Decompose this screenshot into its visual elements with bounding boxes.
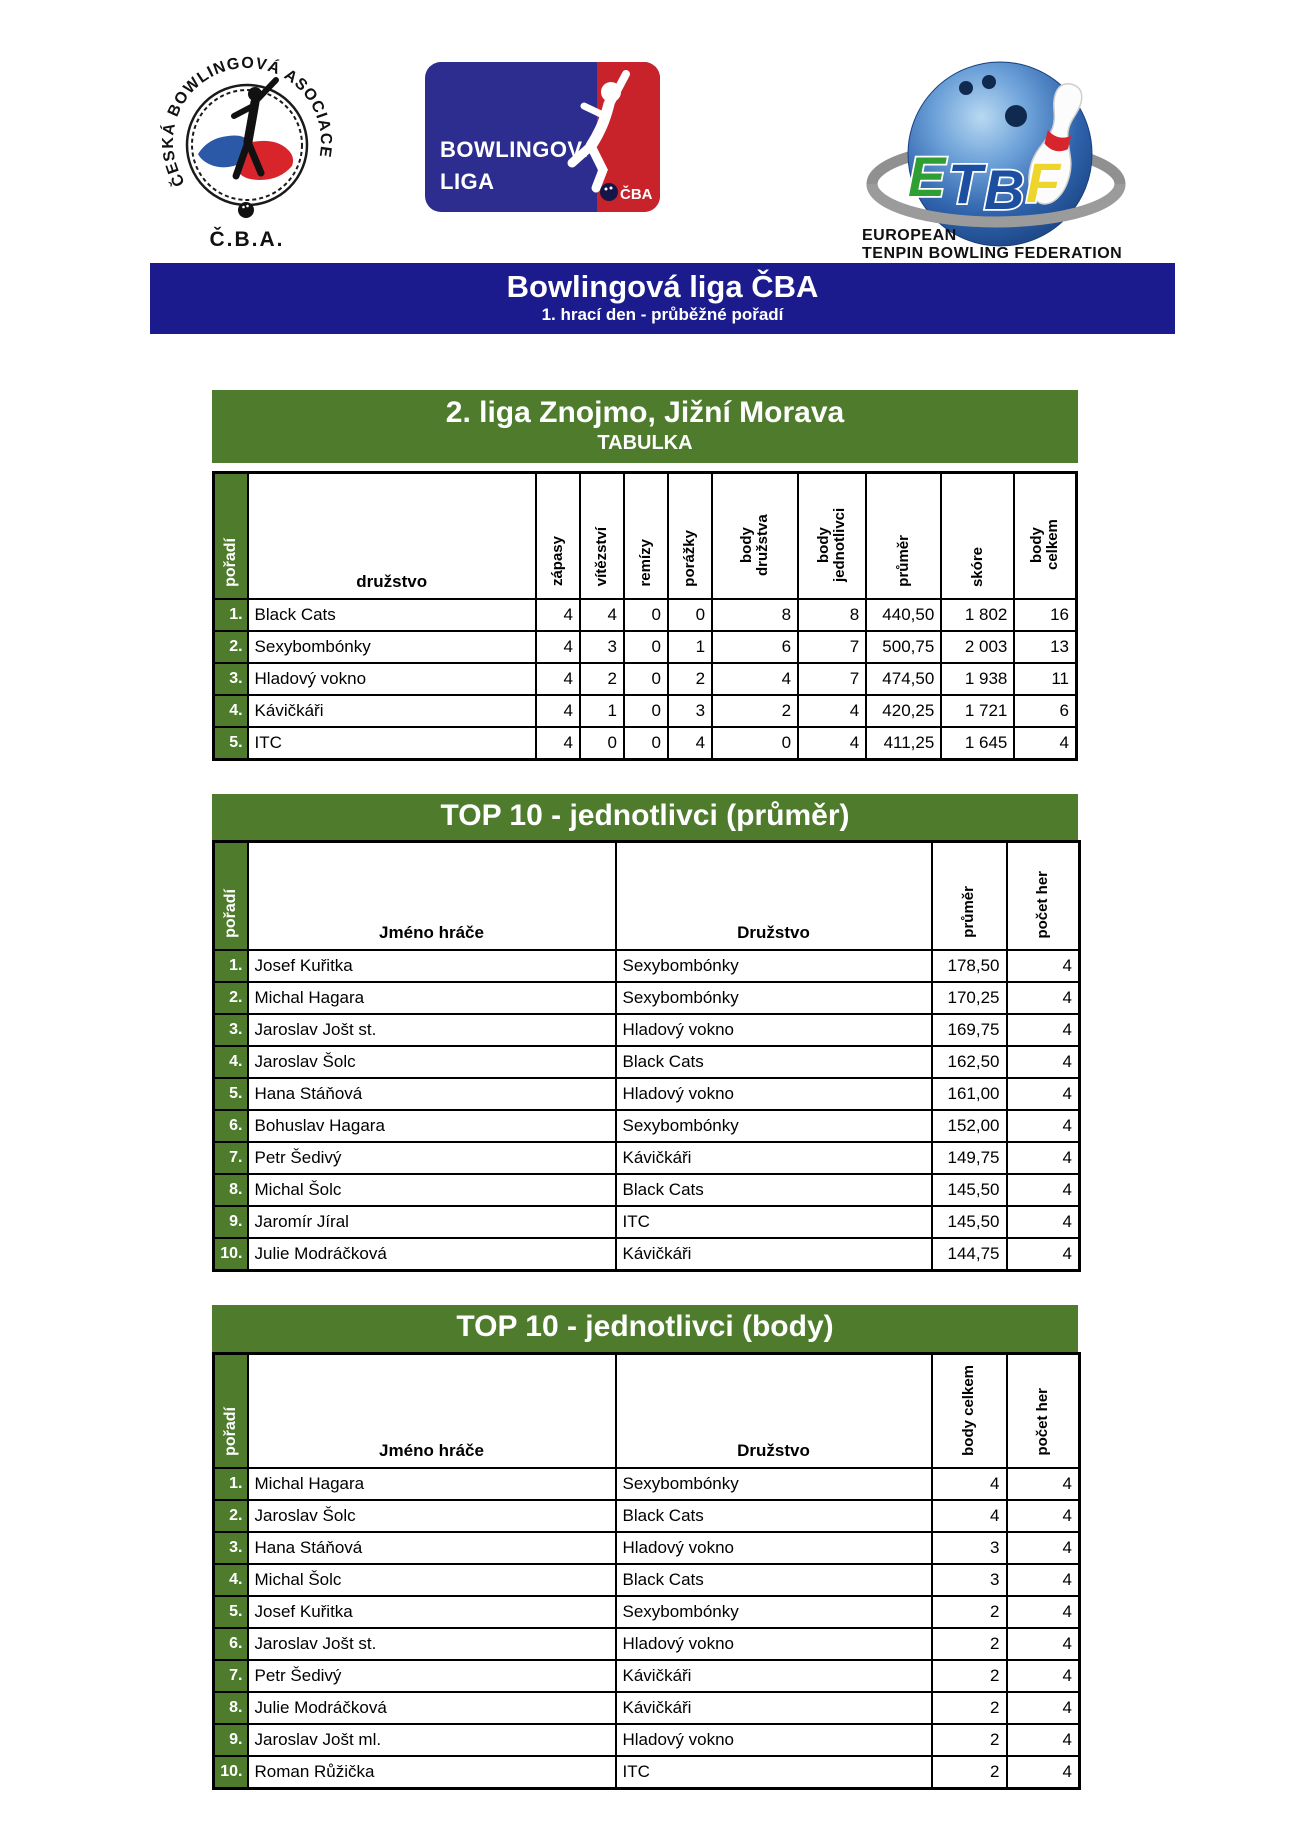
ball-hole-icon [246,205,249,208]
team-cell: Black Cats [616,1174,932,1206]
top10-points-row [214,1500,1080,1532]
body-jednotlivci-cell: 7 [798,631,866,663]
col-header-pocet-her: počet her [1007,842,1080,951]
player-cell: Jaroslav Jošt st. [248,1628,616,1660]
body-celkem-cell: 3 [932,1564,1007,1596]
pocet-her-cell: 4 [1007,1660,1080,1692]
body-celkem-cell: 4 [1014,727,1076,760]
league-table-row [214,727,1077,760]
rank-cell: 9. [214,1724,248,1756]
player-cell: Julie Modráčková [248,1692,616,1724]
logo-row [0,40,1304,262]
etbf-letter: F [1026,151,1061,214]
body-celkem-cell: 11 [1014,663,1076,695]
body-celkem-cell: 2 [932,1596,1007,1628]
team-cell: Kávičkáři [616,1692,932,1724]
body-celkem-cell: 16 [1014,599,1076,631]
body-celkem-cell: 2 [932,1660,1007,1692]
player-cell: Bohuslav Hagara [248,1110,616,1142]
prumer-cell: 170,25 [932,982,1007,1014]
rank-cell: 2. [214,1500,248,1532]
col-header-body-jednotlivci: body jednotlivci [798,472,866,599]
top10-points-row [214,1660,1080,1692]
etbf-letter: T [948,152,983,215]
team-cell: Hladový vokno [616,1628,932,1660]
player-cell: Josef Kuřitka [248,950,616,982]
main-title-bar [150,263,1175,334]
porazky-cell: 0 [668,599,712,631]
vitezstvi-cell: 0 [580,727,624,760]
player-cell: Petr Šedivý [248,1660,616,1692]
pocet-her-cell: 4 [1007,1110,1080,1142]
prumer-cell: 474,50 [866,663,941,695]
pocet-her-cell: 4 [1007,1142,1080,1174]
top10-points-row [214,1564,1080,1596]
cba-logo [158,42,336,255]
ball-hole-icon [982,75,996,89]
pocet-her-cell: 4 [1007,1692,1080,1724]
top10-points-row [214,1628,1080,1660]
liga-logo [425,62,660,212]
vitezstvi-cell: 4 [580,599,624,631]
pocet-her-cell: 4 [1007,1564,1080,1596]
top10-points-row [214,1468,1080,1500]
ball-hole-icon [959,81,973,95]
body-jednotlivci-cell: 7 [798,663,866,695]
col-header-pocet-her: počet her [1007,1353,1080,1468]
prumer-cell: 411,25 [866,727,941,760]
team-cell: Sexybombónky [616,950,932,982]
bowling-ball-icon [238,202,254,218]
team-cell: Sexybombónky [616,1596,932,1628]
page-subtitle: 1. hrací den - průběžné pořadí [541,304,784,324]
player-cell: Jaroslav Šolc [248,1500,616,1532]
col-header-druzstvo: Družstvo [616,1353,932,1468]
pocet-her-cell: 4 [1007,1500,1080,1532]
pocet-her-cell: 4 [1007,1238,1080,1271]
body-druzstva-cell: 4 [712,663,798,695]
player-cell: Hana Stáňová [248,1532,616,1564]
rank-cell: 7. [214,1660,248,1692]
remizy-cell: 0 [624,727,668,760]
league-subtitle: TABULKA [597,431,693,454]
vitezstvi-cell: 1 [580,695,624,727]
rank-cell: 3. [214,1014,248,1046]
rank-cell: 4. [214,1564,248,1596]
team-cell: Kávičkáři [616,1238,932,1271]
rank-cell: 6. [214,1110,248,1142]
body-celkem-cell: 2 [932,1756,1007,1789]
pocet-her-cell: 4 [1007,1724,1080,1756]
rank-cell: 4. [214,1046,248,1078]
etbf-caption-line2: TENPIN BOWLING FEDERATION [862,245,1123,262]
prumer-cell: 420,25 [866,695,941,727]
team-cell: Kávičkáři [248,695,536,727]
liga-title-line1: BOWLINGOVÁ [440,137,599,162]
body-celkem-cell: 4 [932,1500,1007,1532]
body-druzstva-cell: 6 [712,631,798,663]
col-header-poradi: pořadí [214,1353,248,1468]
player-cell: Jaroslav Jošt ml. [248,1724,616,1756]
col-header-poradi: pořadí [214,842,248,951]
pocet-her-cell: 4 [1007,1532,1080,1564]
team-cell: Sexybombónky [616,982,932,1014]
league-title: 2. liga Znojmo, Jižní Morava [445,396,845,430]
col-header-prumer: průměr [866,472,941,599]
team-cell: Sexybombónky [616,1110,932,1142]
player-cell: Michal Šolc [248,1174,616,1206]
vitezstvi-cell: 3 [580,631,624,663]
player-cell: Michal Hagara [248,982,616,1014]
player-cell: Jaroslav Jošt st. [248,1014,616,1046]
team-cell: Hladový vokno [616,1078,932,1110]
bowling-ball-icon [600,183,618,201]
prumer-cell: 145,50 [932,1206,1007,1238]
top10-average-header-bar: TOP 10 - jednotlivci (průměr) [212,794,1078,841]
player-cell: Hana Stáňová [248,1078,616,1110]
remizy-cell: 0 [624,631,668,663]
league-table-row [214,663,1077,695]
pocet-her-cell: 4 [1007,1756,1080,1789]
etbf-letter: E [908,145,946,208]
col-header-poradi: pořadí [214,472,248,599]
team-cell: ITC [616,1756,932,1789]
page-title: Bowlingová liga ČBA [506,269,819,304]
pocet-her-cell: 4 [1007,1628,1080,1660]
player-cell: Jaromír Jíral [248,1206,616,1238]
body-jednotlivci-cell: 4 [798,727,866,760]
remizy-cell: 0 [624,695,668,727]
team-cell: Kávičkáři [616,1660,932,1692]
league-table-row [214,599,1077,631]
cba-abbr-text: Č.B.A. [209,228,285,251]
etbf-logo [848,44,1136,262]
zapasy-cell: 4 [536,599,580,631]
body-celkem-cell: 2 [932,1692,1007,1724]
team-cell: Hladový vokno [616,1724,932,1756]
porazky-cell: 4 [668,727,712,760]
prumer-cell: 162,50 [932,1046,1007,1078]
rank-cell: 1. [214,1468,248,1500]
team-cell: Hladový vokno [248,663,536,695]
pocet-her-cell: 4 [1007,982,1080,1014]
team-cell: Kávičkáři [616,1142,932,1174]
team-cell: Hladový vokno [616,1532,932,1564]
col-header-remizy: remízy [624,472,668,599]
prumer-cell: 144,75 [932,1238,1007,1271]
body-celkem-cell: 3 [932,1532,1007,1564]
body-celkem-cell: 2 [932,1724,1007,1756]
player-cell: Julie Modráčková [248,1238,616,1271]
rank-cell: 5. [214,1078,248,1110]
col-header-vitezstvi: vítězství [580,472,624,599]
team-cell: Black Cats [616,1500,932,1532]
top10-points-section [212,1305,1078,1790]
skore-cell: 1 938 [941,663,1014,695]
team-cell: Sexybombónky [616,1468,932,1500]
player-cell: Michal Šolc [248,1564,616,1596]
league-table-row [214,695,1077,727]
col-header-body-celkem: body celkem [1014,472,1076,599]
rank-cell: 3. [214,1532,248,1564]
body-celkem-cell: 4 [932,1468,1007,1500]
zapasy-cell: 4 [536,695,580,727]
body-celkem-cell: 2 [932,1628,1007,1660]
col-header-porazky: porážky [668,472,712,599]
etbf-caption-line1: EUROPEAN [862,227,957,244]
prumer-cell: 169,75 [932,1014,1007,1046]
col-header-druzstvo: družstvo [248,472,536,599]
player-cell: Michal Hagara [248,1468,616,1500]
rank-cell: 10. [214,1756,248,1789]
prumer-cell: 145,50 [932,1174,1007,1206]
skore-cell: 1 721 [941,695,1014,727]
league-table-row [214,631,1077,663]
top10-average-section [212,794,1078,1273]
skore-cell: 1 802 [941,599,1014,631]
top10-points-header-bar: TOP 10 - jednotlivci (body) [212,1305,1078,1352]
top10-points-row [214,1756,1080,1789]
body-druzstva-cell: 0 [712,727,798,760]
liga-badge-text: ČBA [620,186,653,203]
prumer-cell: 149,75 [932,1142,1007,1174]
rank-cell: 2. [214,982,248,1014]
rank-cell: 3. [214,663,248,695]
prumer-cell: 161,00 [932,1078,1007,1110]
zapasy-cell: 4 [536,727,580,760]
team-cell: Hladový vokno [616,1014,932,1046]
top10-average-row [214,950,1080,982]
skore-cell: 1 645 [941,727,1014,760]
pocet-her-cell: 4 [1007,1174,1080,1206]
league-table-header-bar [212,390,1078,463]
top10-average-row [214,982,1080,1014]
body-druzstva-cell: 8 [712,599,798,631]
top10-points-row [214,1724,1080,1756]
top10-average-row [214,1206,1080,1238]
col-header-zapasy: zápasy [536,472,580,599]
prumer-cell: 152,00 [932,1110,1007,1142]
top10-points-row [214,1692,1080,1724]
team-cell: ITC [616,1206,932,1238]
skore-cell: 2 003 [941,631,1014,663]
rank-cell: 5. [214,1596,248,1628]
league-standings-table [212,471,1078,761]
remizy-cell: 0 [624,599,668,631]
col-header-prumer: průměr [932,842,1007,951]
prumer-cell: 440,50 [866,599,941,631]
player-cell: Josef Kuřitka [248,1596,616,1628]
ball-hole-icon [1005,105,1027,127]
body-celkem-cell: 13 [1014,631,1076,663]
col-header-druzstvo: Družstvo [616,842,932,951]
pocet-her-cell: 4 [1007,950,1080,982]
ball-hole-icon [242,206,245,209]
rank-cell: 7. [214,1142,248,1174]
rank-cell: 10. [214,1238,248,1271]
liga-title-line2: LIGA [440,169,495,194]
pocet-her-cell: 4 [1007,1014,1080,1046]
player-cell: Petr Šedivý [248,1142,616,1174]
rank-cell: 8. [214,1692,248,1724]
col-header-body-celkem: body celkem [932,1353,1007,1468]
porazky-cell: 1 [668,631,712,663]
pocet-her-cell: 4 [1007,1206,1080,1238]
top10-average-row [214,1014,1080,1046]
zapasy-cell: 4 [536,631,580,663]
rank-cell: 1. [214,599,248,631]
top10-points-table [212,1352,1081,1790]
etbf-letter: B [984,158,1025,221]
team-cell: Sexybombónky [248,631,536,663]
top10-points-row [214,1596,1080,1628]
porazky-cell: 3 [668,695,712,727]
pocet-her-cell: 4 [1007,1046,1080,1078]
team-cell: ITC [248,727,536,760]
pocet-her-cell: 4 [1007,1596,1080,1628]
body-jednotlivci-cell: 4 [798,695,866,727]
rank-cell: 1. [214,950,248,982]
top10-average-row [214,1046,1080,1078]
body-jednotlivci-cell: 8 [798,599,866,631]
prumer-cell: 178,50 [932,950,1007,982]
top10-average-row [214,1078,1080,1110]
league-table-section [212,390,1078,761]
body-druzstva-cell: 2 [712,695,798,727]
rank-cell: 4. [214,695,248,727]
liga-badge [600,183,653,203]
col-header-skore: skóre [941,472,1014,599]
rank-cell: 6. [214,1628,248,1660]
rank-cell: 2. [214,631,248,663]
player-cell: Roman Růžička [248,1756,616,1789]
cba-arc-text: ČESKÁ BOWLINGOVÁ ASOCIACE [159,54,335,190]
body-celkem-cell: 6 [1014,695,1076,727]
team-cell: Black Cats [616,1046,932,1078]
col-header-body-druzstva: body družstva [712,472,798,599]
porazky-cell: 2 [668,663,712,695]
player-cell: Jaroslav Šolc [248,1046,616,1078]
rank-cell: 8. [214,1174,248,1206]
zapasy-cell: 4 [536,663,580,695]
remizy-cell: 0 [624,663,668,695]
top10-points-row [214,1532,1080,1564]
top10-average-row [214,1142,1080,1174]
vitezstvi-cell: 2 [580,663,624,695]
top10-average-row [214,1174,1080,1206]
rank-cell: 5. [214,727,248,760]
col-header-jmeno-hrace: Jméno hráče [248,1353,616,1468]
col-header-jmeno-hrace: Jméno hráče [248,842,616,951]
team-cell: Black Cats [248,599,536,631]
top10-average-row [214,1110,1080,1142]
top10-average-table [212,840,1081,1272]
prumer-cell: 500,75 [866,631,941,663]
pocet-her-cell: 4 [1007,1078,1080,1110]
rank-cell: 9. [214,1206,248,1238]
pocet-her-cell: 4 [1007,1468,1080,1500]
team-cell: Black Cats [616,1564,932,1596]
top10-average-row [214,1238,1080,1271]
